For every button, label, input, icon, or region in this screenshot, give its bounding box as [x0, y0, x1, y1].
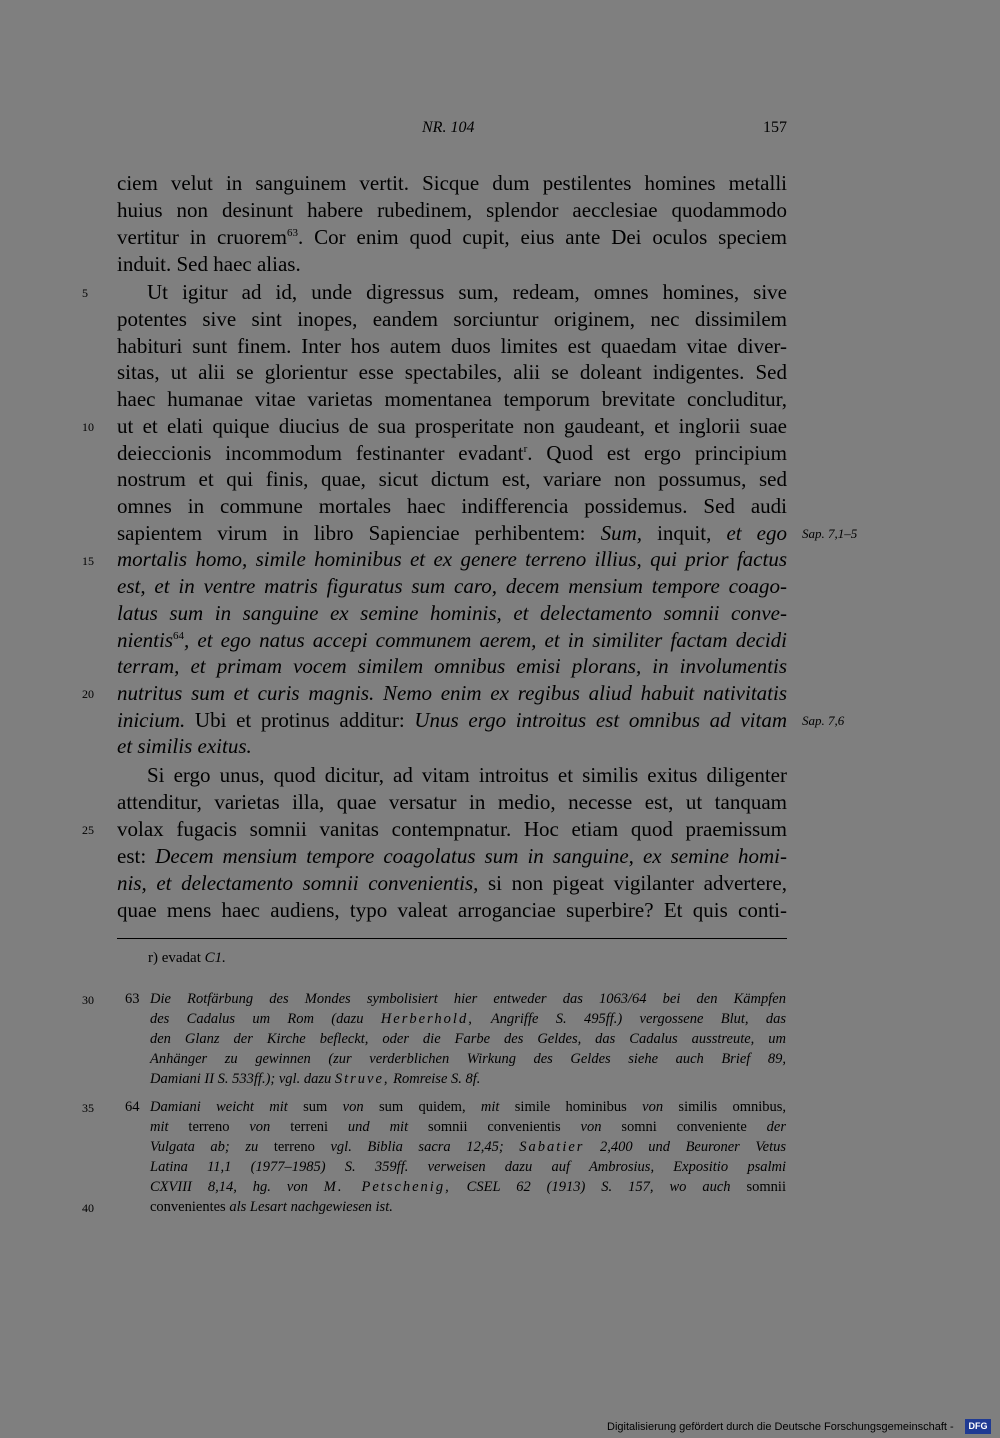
- text-line: habituri sunt finem. Inter hos autem duos limites est quaedam vitae diver-: [117, 334, 787, 358]
- footnote-line: Die Rotfärbung des Mondes symbolisiert hier entweder das 1063/64 bei den Kämpfen: [150, 991, 786, 1007]
- text-line: mortalis homo, simile hominibus et ex genere terreno illius, qui prior factus: [117, 547, 787, 571]
- text-line: est, et in ventre matris figuratus sum caro, decem mensium tempore coago-: [117, 574, 787, 598]
- line-number: 20: [82, 687, 94, 701]
- text-line: huius non desinunt habere rubedinem, splendor aecclesiae quodammodo: [117, 198, 787, 222]
- footnote-number: 63: [125, 991, 140, 1007]
- dfg-logo: DFG: [965, 1419, 991, 1434]
- line-number: 15: [82, 554, 94, 568]
- footnote-separator: [117, 938, 787, 939]
- page-number: 157: [763, 119, 787, 136]
- line-number: 25: [82, 823, 94, 837]
- text-line: Ut igitur ad id, unde digressus sum, redeam, omnes homines, sive: [147, 280, 787, 304]
- text-line: volax fugacis somnii vanitas contempnatur. Hoc etiam quod praemissum: [117, 817, 787, 841]
- scripture-reference: Sap. 7,1–5: [802, 526, 858, 541]
- text-line: haec humanae vitae varietas momentanea temporum brevitate concluditur,: [117, 387, 787, 411]
- footnote-line: CXVIII 8,14, hg. von M. Petschenig, CSEL 62 (1913) S. 157, wo auch somnii: [150, 1179, 786, 1195]
- footnote-ref: 64: [173, 630, 184, 642]
- scripture-reference: Sap. 7,6: [802, 713, 845, 728]
- footnote-number: 64: [125, 1099, 140, 1115]
- footnote-line: mit terreno von terreni und mit somnii convenientis von somni conveniente der: [150, 1119, 786, 1135]
- line-number: 5: [82, 286, 88, 300]
- footnote-line: Damiani weicht mit sum von sum quidem, mit simile hominibus von similis omnibus,: [150, 1099, 787, 1115]
- text-line: induit. Sed haec alias.: [117, 252, 301, 276]
- footnote-line: Vulgata ab; zu terreno vgl. Biblia sacra 12,45; Sabatier 2,400 und Beuroner Vetus: [150, 1139, 786, 1155]
- text-line: quae mens haec audiens, typo valeat arroganciae superbire? Et quis conti-: [117, 898, 787, 922]
- footnote-line: Anhänger zu gewinnen (zur verderblichen Wirkung des Geldes siehe auch Brief 89,: [150, 1051, 786, 1067]
- text-line: vertitur in cruorem$^{63}$. Cor enim quod cupit, eius ante Dei oculos speciem: [117, 225, 787, 249]
- footnote-line: den Glanz der Kirche befleckt, oder die Farbe des Geldes, das Cadalus ausstreute, um: [150, 1031, 786, 1047]
- text-line: nientis$^{64}$, et ego natus accepi communem aerem, et in similiter factam decidi: [117, 628, 787, 652]
- text-line: et similis exitus.: [117, 734, 252, 758]
- apparatus-ref: r: [523, 443, 528, 455]
- text-line: est: Decem mensium tempore coagolatus sum in sanguine, ex semine homi-: [117, 844, 787, 868]
- text-line: deieccionis incommodum festinanter evadant$^r$. Quod est ergo principium: [117, 441, 787, 465]
- text-line: attenditur, varietas illa, quae versatur in medio, necesse est, ut tanquam: [117, 790, 787, 814]
- text-line: latus sum in sanguine ex semine hominis, et delectamento somnii conve-: [117, 601, 787, 625]
- text-line: sapientem virum in libro Sapienciae perhibentem: Sum, inquit, et ego: [117, 521, 788, 545]
- footnote-line: des Cadalus um Rom (dazu Herberhold, Angriffe S. 495ff.) vergossene Blut, das: [150, 1011, 786, 1027]
- running-header: [117, 119, 787, 143]
- text-line: sitas, ut alii se glorientur esse spectabiles, alii se doleant indigentes. Sed: [117, 360, 787, 384]
- text-line: inicium. Ubi et protinus additur: Unus ergo introitus est omnibus ad vitam: [117, 708, 787, 732]
- footnote-line: Damiani II S. 533ff.); vgl. dazu Struve, Romreise S. 8f.: [150, 1071, 481, 1087]
- line-number: 40: [82, 1201, 94, 1215]
- footnote-line: Latina 11,1 (1977–1985) S. 359ff. verweisen dazu auf Ambrosius, Expositio psalmi: [150, 1159, 786, 1175]
- line-number: 35: [82, 1101, 94, 1115]
- text-line: ut et elati quique diucius de sua prosperitate non gaudeant, et inglorii suae: [117, 414, 787, 438]
- footnote-ref: 63: [286, 227, 298, 239]
- line-number: 10: [82, 420, 94, 434]
- text-line: potentes sive sint inopes, eandem sorciuntur originem, nec dissimilem: [117, 307, 787, 331]
- line-number: 30: [82, 993, 94, 1007]
- digitization-credit: Digitalisierung gefördert durch die Deutsche Forschungsgemeinschaft -: [607, 1421, 954, 1433]
- text-line: omnes in commune mortales haec indifferencia possidemus. Sed audi: [117, 494, 787, 518]
- text-line: terram, et primam vocem similem omnibus emisi plorans, in involumentis: [117, 654, 787, 678]
- text-line: ciem velut in sanguinem vertit. Sicque dum pestilentes homines metalli: [117, 171, 787, 195]
- text-line: nis, et delectamento somnii convenientis, si non pigeat vigilanter advertere,: [117, 871, 787, 895]
- footnote-line: convenientes als Lesart nachgewiesen ist.: [150, 1199, 393, 1215]
- text-line: nutritus sum et curis magnis. Nemo enim ex regibus aliud habuit nativitatis: [117, 681, 787, 705]
- document-number: NR. 104: [422, 119, 475, 136]
- apparatus-note: r) evadat C1.: [148, 950, 226, 966]
- text-line: Si ergo unus, quod dicitur, ad vitam introitus et similis exitus diligenter: [147, 763, 787, 787]
- text-line: nostrum et qui finis, quae, sicut dictum est, variare non possumus, sed: [117, 467, 787, 491]
